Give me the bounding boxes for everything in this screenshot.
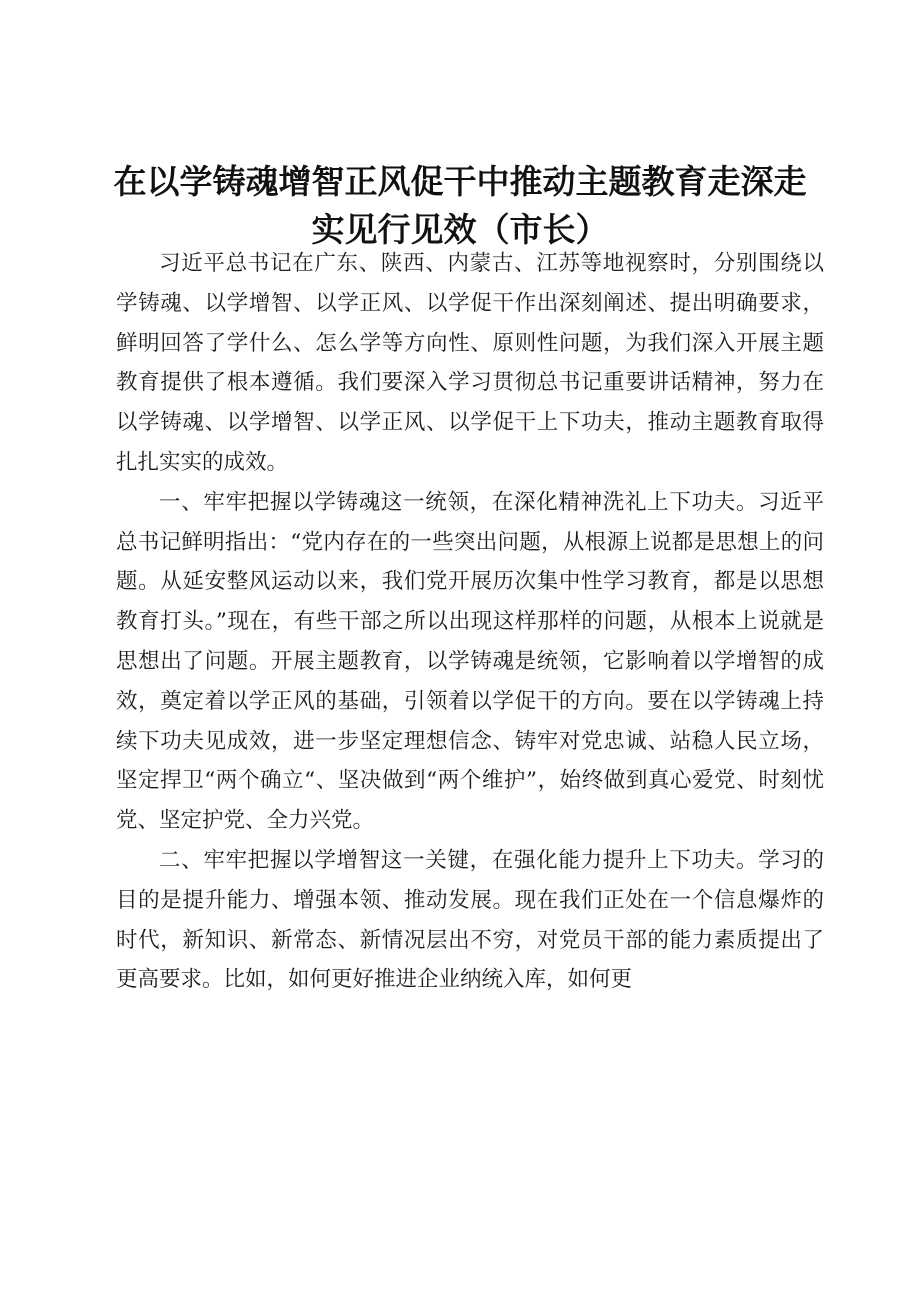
paragraph-intro: 习近平总书记在广东、陕西、内蒙古、江苏等地视察时，分别围绕以学铸魂、以学增智、以学正风、以学促干作出深刻阐述、提出明确要求，鲜明回答了学什么、怎么学等方向性、原则性问题，为我们深入开展主题教育提供了根本遵循。我们要深入学习贯彻总书记重要讲话精神，努力在以学铸魂、以学增智、以学正风、以学促干上下功夫，推动主题教育取得扎扎实实的成效。 (116, 251, 824, 475)
document-title (100, 158, 820, 254)
paragraph-section-1: 一、牢牢把握以学铸魂这一统领，在深化精神洗礼上下功夫。习近平总书记鲜明指出：“党内存在的一些突出问题，从根源上说都是思想上的问题。从延安整风运动以来，我们党开展历次集中性学习教育，都是以思想教育打头。”现在，有些干部之所以出现这样那样的问题，从根本上说就是思想出了问题。开展主题教育，以学铸魂是统领，它影响着以学增智的成效，奠定着以学正风的基础，引领着以学促干的方向。要在以学铸魂上持续下功夫见成效，进一步坚定理想信念、铸牢对党忠诚、站稳人民立场，坚定捍卫“两个确立“、坚决做到“两个维护”，始终做到真心爱党、时刻忧党、坚定护党、全力兴党。 (116, 489, 824, 834)
title-line-1: 在以学铸魂增智正风促干中推动主题教育走深走 (113, 162, 807, 201)
document-body (116, 244, 824, 1000)
paragraph-section-2: 二、牢牢把握以学增智这一关键，在强化能力提升上下功夫。学习的目的是提升能力、增强本领、推动发展。现在我们正处在一个信息爆炸的时代，新知识、新常态、新情况层出不穷，对党员干部的能力素质提出了更高要求。比如，如何更好推进企业纳统入库，如何更 (116, 847, 824, 993)
title-line-2: 实见行见效（市长） (311, 210, 609, 249)
